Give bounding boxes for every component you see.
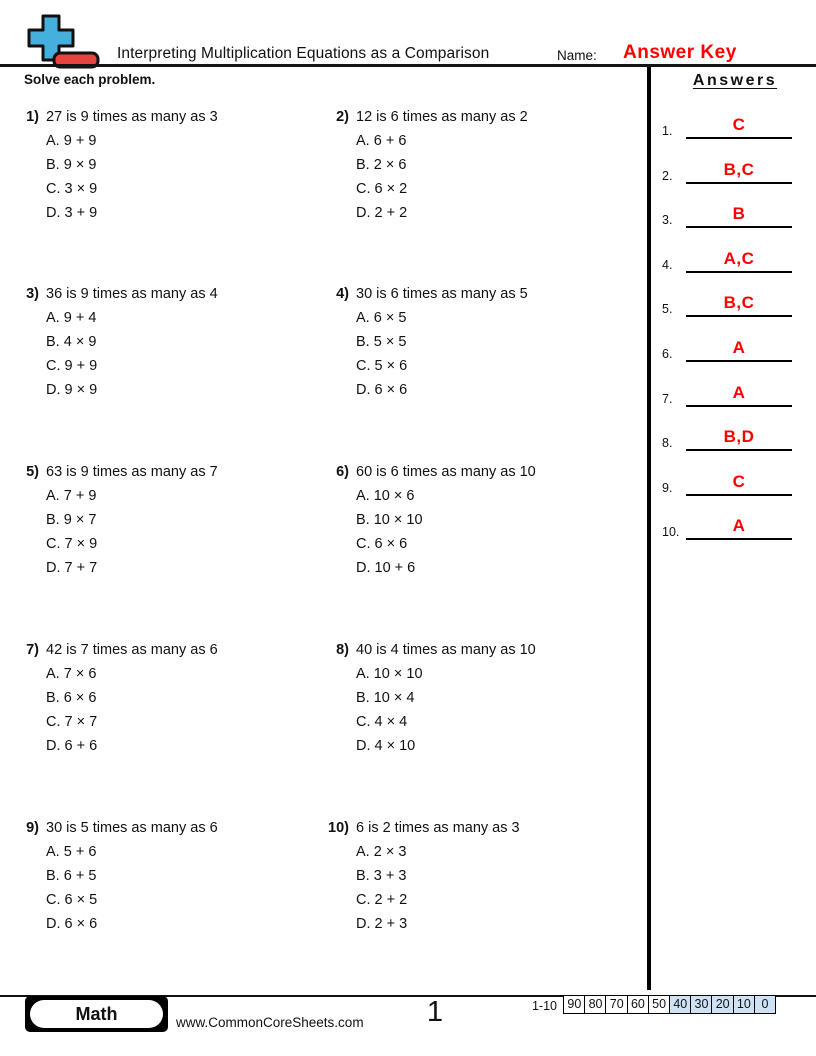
- name-label: Name:: [557, 48, 597, 63]
- problem-option-c: C. 7 × 7: [46, 714, 98, 730]
- problem-option-b: B. 2 × 6: [356, 157, 407, 173]
- problem-option-c: C. 6 × 2: [356, 181, 408, 197]
- score-cell: 0: [754, 995, 777, 1014]
- problem-9: [14, 816, 218, 936]
- problem-8: [324, 638, 536, 758]
- problem-number: 3): [26, 286, 39, 302]
- problem-question: 6 is 2 times as many as 3: [356, 820, 520, 836]
- answer-item-6: [656, 322, 808, 362]
- problem-option-a: A. 10 × 10: [356, 666, 423, 682]
- answer-line: [686, 160, 792, 184]
- problem-option-b: B. 3 + 3: [356, 868, 407, 884]
- problem-question: 63 is 9 times as many as 7: [46, 464, 218, 480]
- answer-number: 1.: [662, 124, 673, 138]
- problem-question: 12 is 6 times as many as 2: [356, 109, 528, 125]
- score-cell: 30: [690, 995, 713, 1014]
- problem-option-b: B. 10 × 4: [356, 690, 415, 706]
- answer-number: 4.: [662, 258, 673, 272]
- score-table: [563, 995, 776, 1014]
- answer-number: 3.: [662, 213, 673, 227]
- problem-number: 2): [336, 109, 349, 125]
- answer-line: [686, 472, 792, 496]
- problem-option-d: D. 6 × 6: [46, 916, 98, 932]
- answer-item-3: [656, 188, 808, 228]
- problem-question: 30 is 5 times as many as 6: [46, 820, 218, 836]
- answer-line: [686, 115, 792, 139]
- problem-5: [14, 460, 218, 580]
- answer-key-text: Answer Key: [623, 42, 737, 63]
- answer-value: B,C: [723, 293, 755, 312]
- problem-option-a: A. 7 × 6: [46, 666, 97, 682]
- website-url: www.CommonCoreSheets.com: [176, 1015, 364, 1030]
- problem-2: [324, 105, 528, 225]
- problem-option-a: A. 9 + 9: [46, 133, 97, 149]
- problem-option-b: B. 9 × 7: [46, 512, 97, 528]
- commoncoresheets-logo-icon: [22, 14, 106, 70]
- problem-option-c: C. 5 × 6: [356, 358, 408, 374]
- answer-value: C: [732, 472, 746, 491]
- subject-badge: [25, 996, 168, 1032]
- problem-question: 60 is 6 times as many as 10: [356, 464, 536, 480]
- answer-line: [686, 516, 792, 540]
- score-cell: 60: [627, 995, 650, 1014]
- problem-1: [14, 105, 218, 225]
- answer-number: 10.: [662, 525, 680, 539]
- problem-option-d: D. 7 + 7: [46, 560, 98, 576]
- problem-number: 10): [328, 820, 349, 836]
- problem-option-a: A. 7 + 9: [46, 488, 97, 504]
- page-number: 1: [426, 996, 444, 1028]
- answer-line: [686, 383, 792, 407]
- problem-option-d: D. 9 × 9: [46, 382, 98, 398]
- answer-item-2: [656, 144, 808, 184]
- problem-option-b: B. 4 × 9: [46, 334, 97, 350]
- subject-label: Math: [75, 1003, 118, 1024]
- problem-option-b: B. 6 × 6: [46, 690, 97, 706]
- problem-4: [324, 282, 528, 402]
- score-cell: 40: [669, 995, 692, 1014]
- answers-panel: [654, 67, 816, 990]
- answer-item-10: [656, 500, 808, 540]
- problem-10: [324, 816, 520, 936]
- answer-value: B: [732, 204, 746, 223]
- problem-option-c: C. 6 × 6: [356, 536, 408, 552]
- problem-number: 1): [26, 109, 39, 125]
- problem-option-c: C. 9 + 9: [46, 358, 98, 374]
- answers-title: Answers: [692, 72, 778, 89]
- problem-option-b: B. 9 × 9: [46, 157, 97, 173]
- answer-value: A: [732, 516, 746, 535]
- problem-option-d: D. 2 + 3: [356, 916, 408, 932]
- problem-option-a: A. 5 + 6: [46, 844, 97, 860]
- problem-option-d: D. 6 + 6: [46, 738, 98, 754]
- problem-6: [324, 460, 536, 580]
- answer-number: 5.: [662, 302, 673, 316]
- problem-option-c: C. 2 + 2: [356, 892, 408, 908]
- instructions-text: Solve each problem.: [24, 72, 156, 87]
- answer-line: [686, 204, 792, 228]
- answer-number: 8.: [662, 436, 673, 450]
- score-cell: 70: [605, 995, 628, 1014]
- answer-item-9: [656, 456, 808, 496]
- problem-question: 27 is 9 times as many as 3: [46, 109, 218, 125]
- problem-option-b: B. 5 × 5: [356, 334, 407, 350]
- answer-line: [686, 338, 792, 362]
- answer-number: 6.: [662, 347, 673, 361]
- answer-line: [686, 249, 792, 273]
- score-cell: 50: [648, 995, 671, 1014]
- problem-option-c: C. 4 × 4: [356, 714, 408, 730]
- answer-number: 7.: [662, 392, 673, 406]
- problem-option-a: A. 10 × 6: [356, 488, 415, 504]
- problem-question: 42 is 7 times as many as 6: [46, 642, 218, 658]
- problem-option-a: A. 2 × 3: [356, 844, 407, 860]
- answer-item-7: [656, 367, 808, 407]
- problem-option-b: B. 10 × 10: [356, 512, 423, 528]
- answer-item-8: [656, 411, 808, 451]
- problem-option-a: A. 6 + 6: [356, 133, 407, 149]
- problem-question: 36 is 9 times as many as 4: [46, 286, 218, 302]
- problem-number: 8): [336, 642, 349, 658]
- problem-option-d: D. 3 + 9: [46, 205, 98, 221]
- answer-value: B,D: [723, 427, 755, 446]
- answer-value: A: [732, 383, 746, 402]
- problem-number: 9): [26, 820, 39, 836]
- worksheet-title: Interpreting Multiplication Equations as a Comparison: [117, 45, 490, 62]
- answer-number: 9.: [662, 481, 673, 495]
- problem-number: 6): [336, 464, 349, 480]
- answer-item-1: [656, 99, 808, 139]
- answer-value: B,C: [723, 160, 755, 179]
- score-cell: 20: [711, 995, 734, 1014]
- problem-question: 30 is 6 times as many as 5: [356, 286, 528, 302]
- score-cell: 90: [563, 995, 586, 1014]
- problem-option-d: D. 4 × 10: [356, 738, 416, 754]
- answer-item-5: [656, 277, 808, 317]
- problem-number: 5): [26, 464, 39, 480]
- answer-number: 2.: [662, 169, 673, 183]
- answer-value: A: [732, 338, 746, 357]
- problem-option-b: B. 6 + 5: [46, 868, 97, 884]
- problem-option-a: A. 9 + 4: [46, 310, 97, 326]
- problem-option-d: D. 2 + 2: [356, 205, 408, 221]
- problem-option-d: D. 6 × 6: [356, 382, 408, 398]
- problem-number: 7): [26, 642, 39, 658]
- problem-number: 4): [336, 286, 349, 302]
- problem-question: 40 is 4 times as many as 10: [356, 642, 536, 658]
- answer-line: [686, 293, 792, 317]
- score-cell: 10: [733, 995, 756, 1014]
- problem-7: [14, 638, 218, 758]
- problem-option-c: C. 3 × 9: [46, 181, 98, 197]
- problem-option-a: A. 6 × 5: [356, 310, 407, 326]
- problem-3: [14, 282, 218, 402]
- problem-option-c: C. 7 × 9: [46, 536, 98, 552]
- problem-option-c: C. 6 × 5: [46, 892, 98, 908]
- answer-item-4: [656, 233, 808, 273]
- subject-pill: [30, 1000, 163, 1028]
- answer-value: A,C: [723, 249, 755, 268]
- score-cell: 80: [584, 995, 607, 1014]
- problems-area: [0, 66, 646, 990]
- answer-value: C: [732, 115, 746, 134]
- problem-option-d: D. 10 + 6: [356, 560, 416, 576]
- answers-column-divider: [647, 67, 651, 990]
- score-range-label: 1-10: [531, 999, 557, 1013]
- answer-line: [686, 427, 792, 451]
